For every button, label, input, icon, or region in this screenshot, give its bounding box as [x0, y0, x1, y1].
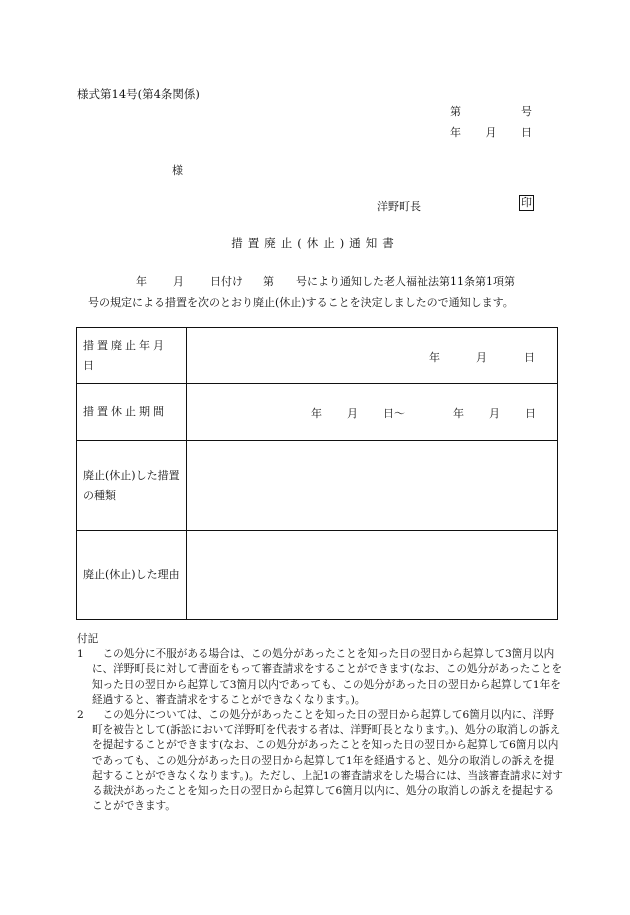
document-date: [450, 124, 532, 140]
reason-label: 廃止(休止)した理由: [77, 531, 187, 620]
addressee-suffix: 様: [172, 164, 183, 177]
reason-value: [187, 531, 558, 620]
note-item: [77, 647, 563, 708]
intro-text: [88, 271, 558, 313]
intro-year: 年: [136, 275, 147, 288]
issuer: 洋野町長: [377, 200, 421, 213]
intro-number-prefix: 第: [263, 275, 274, 288]
abolish-date-label: 措置廃止年月日: [77, 328, 187, 384]
doc-date-year: 年: [450, 126, 461, 139]
measure-type-label: 廃止(休止)した措置の種類: [77, 441, 187, 531]
suspend-to-month: 月: [489, 407, 500, 420]
suspend-from-month: 月: [347, 407, 358, 420]
intro-dated: 日付け: [210, 275, 243, 288]
suspend-from-year: 年: [311, 407, 322, 420]
notes-section: [77, 632, 563, 814]
suspend-to-year: 年: [453, 407, 464, 420]
abolish-month: 月: [476, 350, 487, 364]
suspend-period-value: [187, 384, 558, 441]
intro-line1-rest: 号により通知した老人福祉法第11条第1項第: [296, 275, 515, 288]
suspend-to-day: 日: [525, 407, 536, 420]
intro-line2: 号の規定による措置を次のとおり廃止(休止)することを決定しましたので通知します。: [88, 296, 514, 309]
note-text: この処分については、この処分があったことを知った日の翌日から起算して6箇月以内に、洋野町を被告として(訴訟において洋野町を代表する者は、洋野町長となります。)、処分の取消しの訴えを提起することができます(なお、この処分があったことを知った日の翌日から起算して6箇月以内であっても、この処分があった日の翌日から起算して1年を経過すると、処分の取消しの訴えを提起することができなくなります。)。ただし、上記1の審査請求をした場合には、当該審査請求に対する裁決があったことを知った日の翌日から起算して6箇月以内に、処分の取消しの訴えを提起することができます。: [92, 709, 563, 813]
note-item: [77, 708, 563, 814]
suspend-period-label: 措置休止期間: [77, 384, 187, 441]
table-row: [77, 384, 558, 441]
doc-number-suffix: 号: [521, 105, 532, 118]
intro-month: 月: [173, 275, 184, 288]
table-row: [77, 441, 558, 531]
abolish-year: 年: [429, 350, 440, 364]
document-title: 措置廃止(休止)通知書: [231, 236, 399, 250]
measure-type-value: [187, 441, 558, 531]
doc-number-prefix: 第: [450, 105, 461, 118]
seal-mark: 印: [521, 196, 532, 209]
table-row: [77, 531, 558, 620]
notes-heading: 付記: [77, 633, 99, 645]
table-row: [77, 328, 558, 384]
note-text: この処分に不服がある場合は、この処分があったことを知った日の翌日から起算して3箇月以内に、洋野町長に対して書面をもって審査請求をすることができます(なお、この処分があったことを知った日の翌日から起算して3箇月以内であっても、この処分があった日の翌日から起算して1年を経過すると、審査請求をすることができなくなります。)。: [92, 648, 563, 706]
abolish-date-value: [187, 328, 558, 384]
suspend-from-day: 日〜: [383, 407, 405, 420]
note-number: 2: [77, 709, 84, 722]
form-number: 様式第14号(第4条関係): [77, 87, 200, 101]
abolish-day: 日: [524, 350, 535, 364]
measure-table: [76, 327, 558, 620]
document-number: [450, 103, 532, 119]
note-number: 1: [77, 648, 84, 661]
doc-date-day: 日: [521, 126, 532, 139]
doc-date-month: 月: [485, 126, 497, 139]
